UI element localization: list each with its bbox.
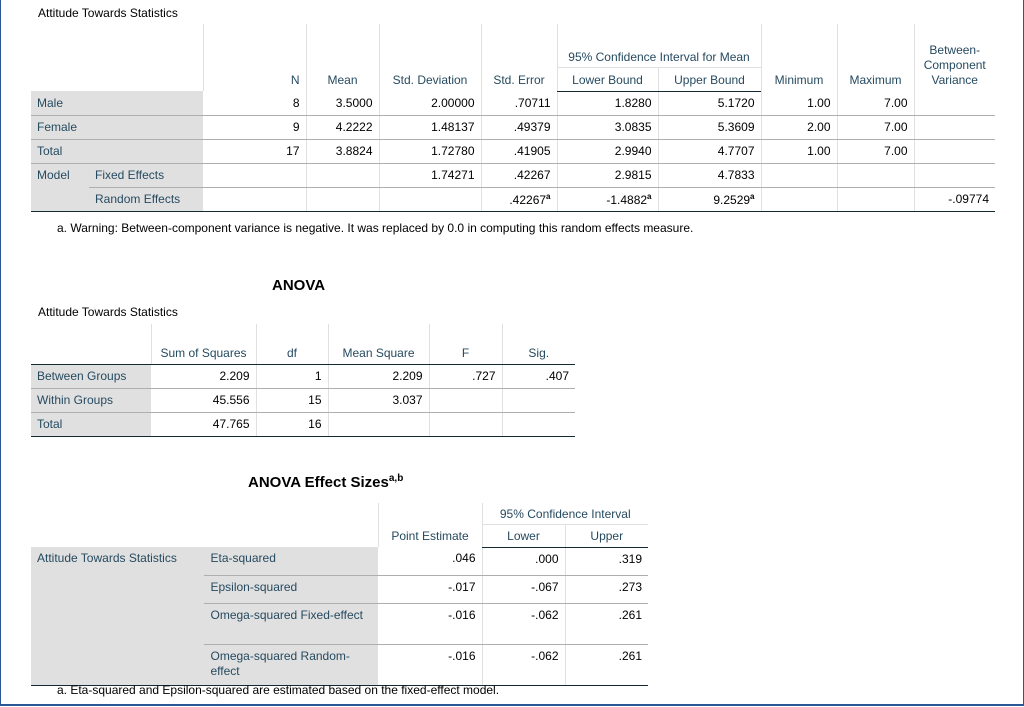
header-sum-of-squares: Sum of Squares bbox=[151, 324, 256, 364]
cell-sd: 1.48137 bbox=[379, 115, 481, 139]
cell-df: 1 bbox=[256, 364, 328, 388]
cell-point: -.016 bbox=[378, 644, 482, 685]
row-label: Male bbox=[31, 91, 203, 115]
header-std-deviation: Std. Deviation bbox=[379, 24, 481, 91]
cell-point: -.016 bbox=[378, 603, 482, 644]
header-between-component-variance: Between-Component Variance bbox=[914, 24, 995, 91]
row-label: Total bbox=[31, 139, 203, 163]
table-row bbox=[31, 364, 575, 388]
row-label: Female bbox=[31, 115, 203, 139]
cell-ms bbox=[328, 412, 429, 436]
cell-min: 1.00 bbox=[761, 139, 837, 163]
cell-min: 2.00 bbox=[761, 115, 837, 139]
cell-variance: -.09774 bbox=[914, 187, 995, 211]
header-ci-group: 95% Confidence Interval for Mean bbox=[557, 24, 761, 67]
cell-upper: 4.7833 bbox=[658, 163, 761, 187]
cell-upper: 9.2529 bbox=[713, 192, 751, 207]
row-label: Omega-squared Fixed-effect bbox=[204, 603, 378, 644]
effect-sizes-title-text: ANOVA Effect Sizes bbox=[248, 474, 389, 491]
cell-f bbox=[429, 412, 502, 436]
header-n: N bbox=[203, 24, 306, 91]
cell-upper: .319 bbox=[565, 547, 648, 575]
cell-max: 7.00 bbox=[837, 91, 914, 115]
cell-lower: 2.9815 bbox=[557, 163, 658, 187]
row-label: Omega-squared Random-effect bbox=[204, 644, 378, 685]
cell-ss: 45.556 bbox=[151, 388, 256, 412]
table-row bbox=[31, 115, 995, 139]
footnote-marker: a bbox=[647, 191, 652, 201]
header-upper: Upper bbox=[565, 524, 648, 547]
cell-lower: -1.4882 bbox=[606, 192, 648, 207]
cell-max: 7.00 bbox=[837, 139, 914, 163]
header-f: F bbox=[429, 324, 502, 364]
cell-se: .70711 bbox=[481, 91, 557, 115]
descriptives-footnote: a. Warning: Between-component variance is negative. It was replaced by 0.0 in computing this random effects measure. bbox=[57, 221, 694, 235]
cell-se: .42267 bbox=[509, 192, 547, 207]
cell-sig bbox=[502, 388, 575, 412]
cell-f: .727 bbox=[429, 364, 502, 388]
cell-upper: .273 bbox=[565, 575, 648, 603]
cell-sig: .407 bbox=[502, 364, 575, 388]
footnote-marker: a bbox=[546, 191, 551, 201]
table-row bbox=[31, 163, 995, 187]
header-lower: Lower bbox=[482, 524, 565, 547]
table-row bbox=[31, 91, 995, 115]
header-maximum: Maximum bbox=[837, 24, 914, 91]
cell-sig bbox=[502, 412, 575, 436]
cell-n: 8 bbox=[203, 91, 306, 115]
anova-table bbox=[31, 324, 575, 437]
cell-ms: 2.209 bbox=[328, 364, 429, 388]
effect-sizes-footnote: a. Eta-squared and Epsilon-squared are estimated based on the fixed-effect model. bbox=[57, 683, 500, 697]
cell-min: 1.00 bbox=[761, 91, 837, 115]
cell-df: 16 bbox=[256, 412, 328, 436]
cell-mean: 4.2222 bbox=[306, 115, 379, 139]
header-upper-bound: Upper Bound bbox=[658, 67, 761, 91]
cell-sd: 1.74271 bbox=[379, 163, 481, 187]
cell-se: .49379 bbox=[481, 115, 557, 139]
cell-n: 17 bbox=[203, 139, 306, 163]
header-minimum: Minimum bbox=[761, 24, 837, 91]
table-row bbox=[31, 187, 995, 211]
footnote-marker: a bbox=[750, 191, 755, 201]
descriptives-table bbox=[31, 24, 995, 212]
footnote-marker: a,b bbox=[388, 473, 404, 484]
cell-upper: .261 bbox=[565, 603, 648, 644]
cell-upper: 4.7707 bbox=[658, 139, 761, 163]
cell-ss: 47.765 bbox=[151, 412, 256, 436]
cell-lower: -.062 bbox=[482, 644, 565, 685]
anova-caption: Attitude Towards Statistics bbox=[38, 305, 178, 319]
header-ci-group: 95% Confidence Interval bbox=[482, 503, 648, 524]
cell-mean: 3.8824 bbox=[306, 139, 379, 163]
cell-upper: 5.3609 bbox=[658, 115, 761, 139]
cell-n: 9 bbox=[203, 115, 306, 139]
cell-upper: 5.1720 bbox=[658, 91, 761, 115]
cell-point: -.017 bbox=[378, 575, 482, 603]
effect-sizes-table bbox=[31, 503, 648, 686]
header-mean: Mean bbox=[306, 24, 379, 91]
cell-se: .41905 bbox=[481, 139, 557, 163]
row-label: Within Groups bbox=[31, 388, 151, 412]
row-label: Eta-squared bbox=[204, 547, 378, 575]
cell-lower: -.067 bbox=[482, 575, 565, 603]
row-label: Epsilon-squared bbox=[204, 575, 378, 603]
cell-max: 7.00 bbox=[837, 115, 914, 139]
cell-df: 15 bbox=[256, 388, 328, 412]
row-group-label: Attitude Towards Statistics bbox=[31, 547, 204, 685]
header-lower-bound: Lower Bound bbox=[557, 67, 658, 91]
cell-upper: .261 bbox=[565, 644, 648, 685]
header-mean-square: Mean Square bbox=[328, 324, 429, 364]
cell-sd: 2.00000 bbox=[379, 91, 481, 115]
header-point-estimate: Point Estimate bbox=[378, 503, 482, 547]
table-row bbox=[31, 388, 575, 412]
cell-lower: 1.8280 bbox=[557, 91, 658, 115]
cell-lower: 2.9940 bbox=[557, 139, 658, 163]
table-row bbox=[31, 412, 575, 436]
cell-se: .42267 bbox=[481, 163, 557, 187]
table-row bbox=[31, 547, 648, 575]
row-label: Fixed Effects bbox=[89, 163, 203, 187]
row-label: Total bbox=[31, 412, 151, 436]
cell-lower: .000 bbox=[482, 547, 565, 575]
cell-point: .046 bbox=[378, 547, 482, 575]
header-std-error: Std. Error bbox=[481, 24, 557, 91]
cell-ss: 2.209 bbox=[151, 364, 256, 388]
cell-sd: 1.72780 bbox=[379, 139, 481, 163]
cell-mean: 3.5000 bbox=[306, 91, 379, 115]
header-df: df bbox=[256, 324, 328, 364]
effect-sizes-title bbox=[248, 473, 403, 491]
header-sig: Sig. bbox=[502, 324, 575, 364]
descriptives-caption: Attitude Towards Statistics bbox=[38, 6, 178, 20]
table-row bbox=[31, 139, 995, 163]
cell-lower: -.062 bbox=[482, 603, 565, 644]
cell-lower: 3.0835 bbox=[557, 115, 658, 139]
cell-ms: 3.037 bbox=[328, 388, 429, 412]
cell-f bbox=[429, 388, 502, 412]
row-label: Between Groups bbox=[31, 364, 151, 388]
anova-title: ANOVA bbox=[272, 277, 326, 294]
row-label: Random Effects bbox=[89, 187, 203, 211]
row-label-model: Model bbox=[31, 163, 89, 211]
